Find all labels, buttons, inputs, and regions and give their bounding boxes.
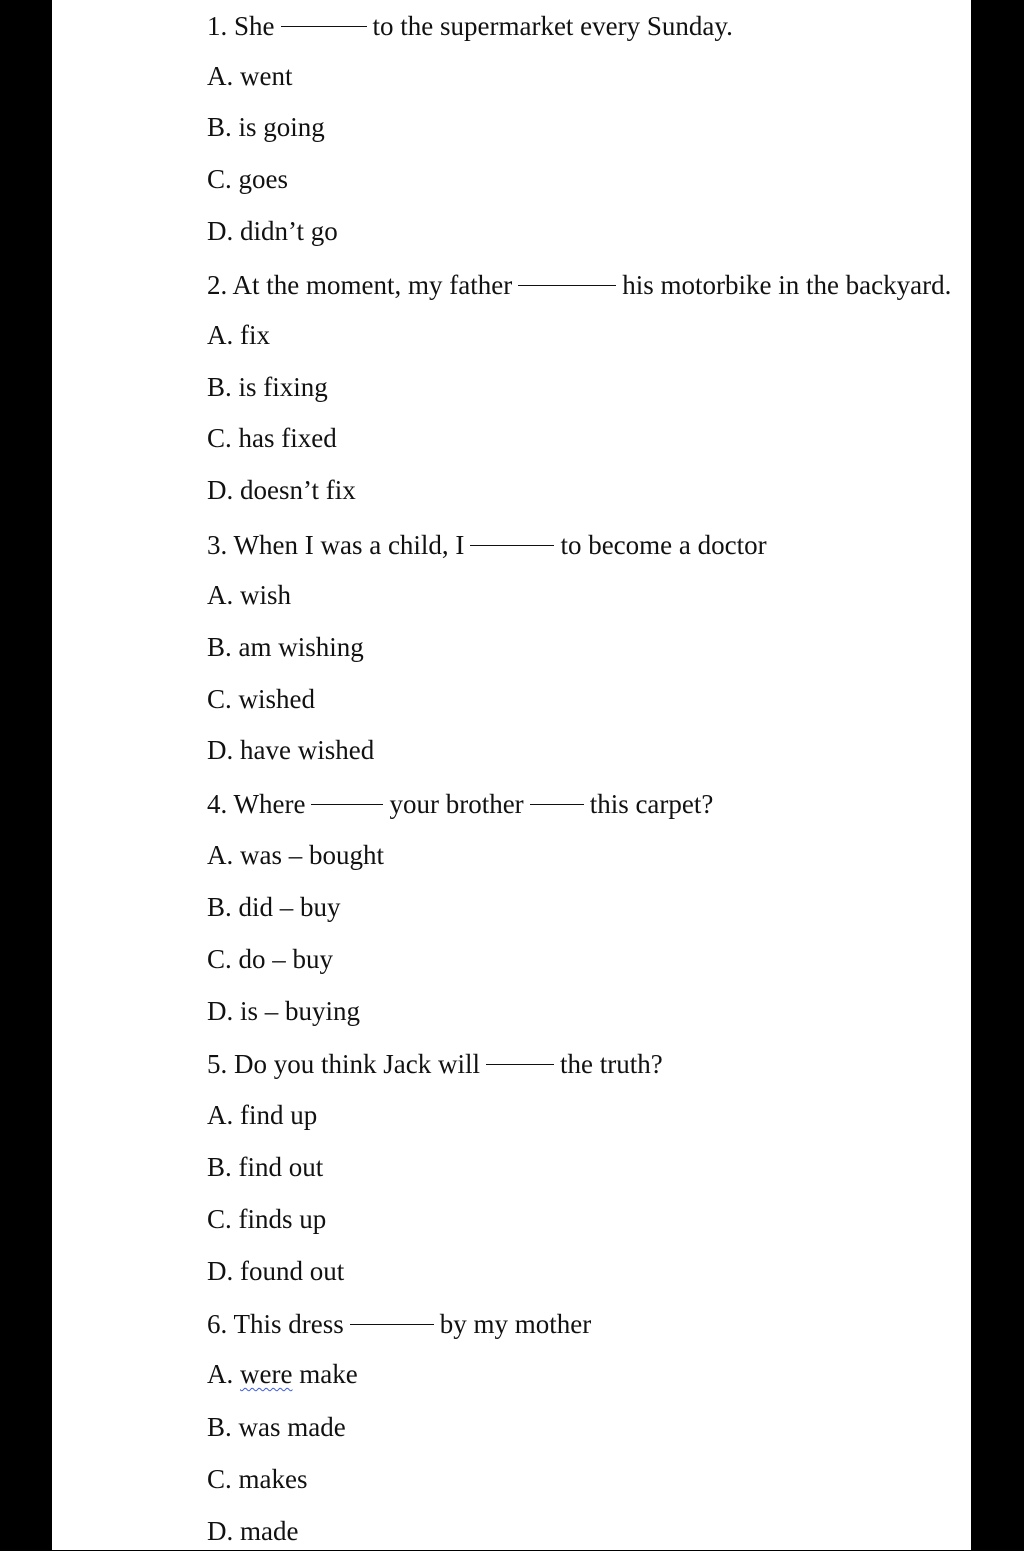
option-3a: A. wish <box>207 580 292 610</box>
option-4b: B. did – buy <box>207 892 341 922</box>
question-text: the truth? <box>559 1049 663 1079</box>
question-text: his motorbike in the backyard. <box>622 270 952 300</box>
document-page <box>52 0 971 1550</box>
question-3 <box>207 523 767 563</box>
question-text: your brother <box>389 789 524 819</box>
question-text: She <box>234 11 275 41</box>
option-3d: D. have wished <box>207 735 375 765</box>
question-text: by my mother <box>439 1309 592 1339</box>
question-text: When I was a child, I <box>233 530 465 560</box>
question-number: 6. <box>207 1309 228 1339</box>
option-5c: C. finds up <box>207 1204 327 1234</box>
option-1b: B. is going <box>207 112 325 142</box>
option-5d: D. found out <box>207 1256 345 1286</box>
answer-blank <box>470 515 554 546</box>
answer-blank <box>518 255 616 286</box>
option-6b: B. was made <box>207 1412 346 1442</box>
spellcheck-flagged-word: were <box>240 1359 293 1389</box>
option-5a: A. find up <box>207 1100 318 1130</box>
answer-blank <box>311 774 383 805</box>
option-6a <box>207 1354 358 1394</box>
answer-blank <box>530 774 584 805</box>
answer-blank <box>486 1034 554 1065</box>
question-text: to become a doctor <box>560 530 767 560</box>
option-4d: D. is – buying <box>207 996 361 1026</box>
answer-blank <box>350 1294 434 1325</box>
option-3c: C. wished <box>207 684 315 714</box>
question-text: to the supermarket every Sunday. <box>372 11 733 41</box>
option-5b: B. find out <box>207 1152 324 1182</box>
question-2 <box>207 263 951 303</box>
option-6d: D. made <box>207 1516 299 1546</box>
question-4 <box>207 782 713 822</box>
question-text: Where <box>233 789 306 819</box>
question-number: 4. <box>207 789 228 819</box>
question-number: 2. <box>207 270 228 300</box>
option-2c: C. has fixed <box>207 423 337 453</box>
question-number: 5. <box>207 1049 228 1079</box>
option-4c: C. do – buy <box>207 944 334 974</box>
question-text: At the moment, my father <box>232 270 513 300</box>
question-text: this carpet? <box>589 789 714 819</box>
option-1a: A. went <box>207 61 293 91</box>
option-letter: A. <box>207 1359 234 1389</box>
option-2a: A. fix <box>207 320 270 350</box>
question-6 <box>207 1302 591 1342</box>
question-5 <box>207 1042 663 1082</box>
option-word: make <box>299 1359 358 1389</box>
option-6c: C. makes <box>207 1464 308 1494</box>
option-1c: C. goes <box>207 164 288 194</box>
answer-blank <box>281 0 367 27</box>
question-number: 3. <box>207 530 228 560</box>
option-4a: A. was – bought <box>207 840 384 870</box>
option-2b: B. is fixing <box>207 372 328 402</box>
option-3b: B. am wishing <box>207 632 364 662</box>
option-2d: D. doesn’t fix <box>207 475 356 505</box>
question-1 <box>207 4 733 44</box>
question-text: Do you think Jack will <box>234 1049 480 1079</box>
option-1d: D. didn’t go <box>207 216 338 246</box>
question-number: 1. <box>207 11 228 41</box>
question-text: This dress <box>233 1309 344 1339</box>
